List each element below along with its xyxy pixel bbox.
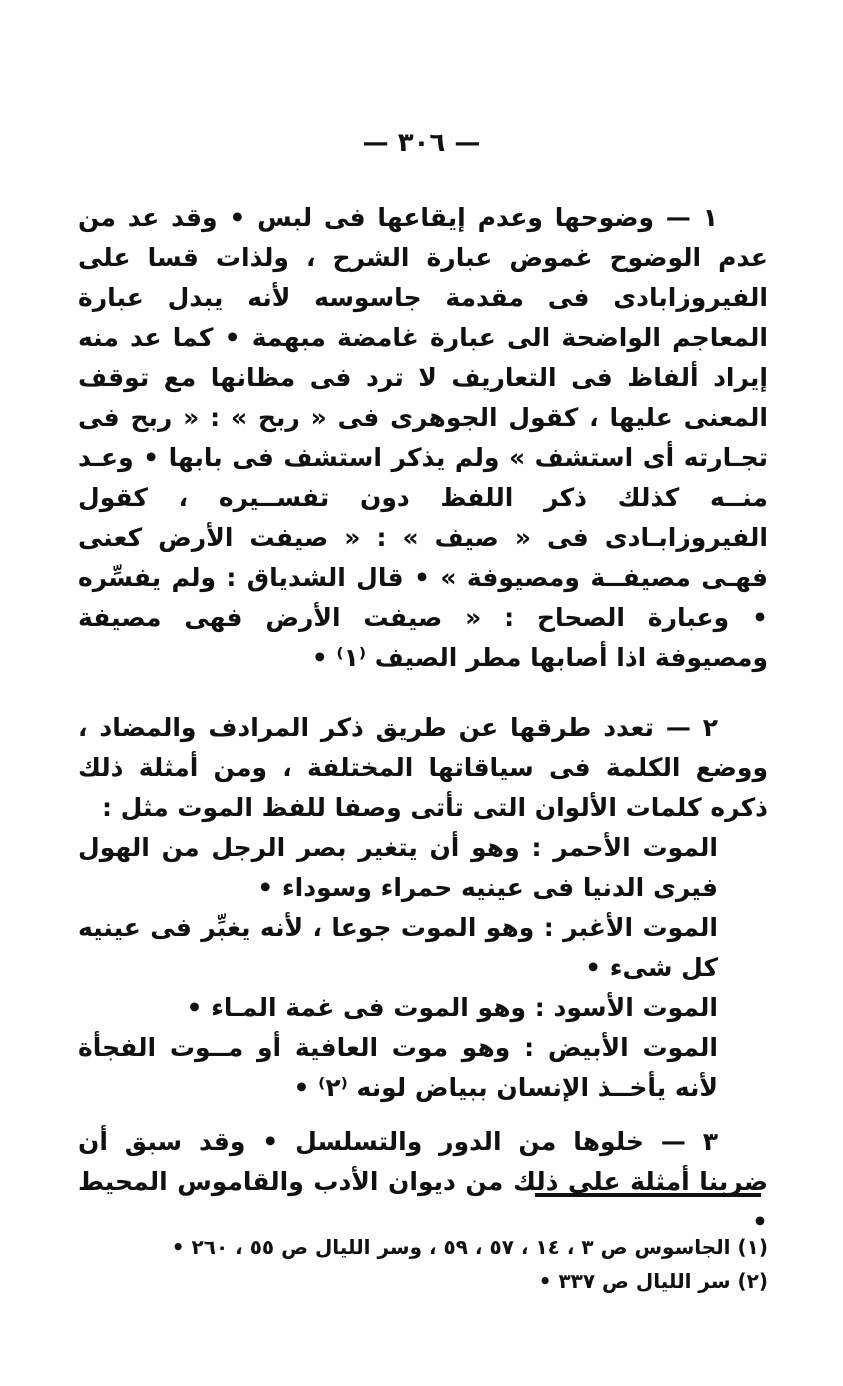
footnote-2: (٢) سر الليال ص ٣٣٧ • — [538, 1269, 768, 1293]
footnote-separator — [535, 1193, 761, 1197]
red-death-definition: الموت الأحمر : وهو أن يتغير بصر الرجل من الهول فيرى الدنيا فى عينيه حمراء وسوداء • — [78, 833, 718, 902]
paragraph-no-circularity: ٣ — خلوها من الدور والتسلسل • وقد سبق أن ضربنا أمثلة على ذلك من ديوان الأدب والقاموس المحيط • — [78, 1127, 768, 1236]
footnote-1: (١) الجاسوس ص ٣ ، ١٤ ، ٥٧ ، ٥٩ ، وسر الليال ص ٥٥ ، ٢٦٠ • — [171, 1235, 768, 1259]
dusty-death-definition: الموت الأغبر : وهو الموت جوعا ، لأنه يغبِّر فى عينيه كل شىء • — [78, 913, 718, 982]
footnotes — [78, 1230, 768, 1298]
page-number: — ٣٠٦ — — [362, 128, 481, 158]
white-death-definition: الموت الأبيض : وهو موت العافية أو مــوت الفجأة لأنه يأخــذ الإنسان ببياض لونه ⁽٢⁾ • — [78, 1033, 718, 1102]
paragraph-multiple-methods: ٢ — تعدد طرقها عن طريق ذكر المرادف والمضاد ، ووضع الكلمة فى سياقاتها المختلفة ، ومن أمثلة ذلك ذكره كلمات الألوان التى تأتى وصفا للفظ الموت مثل : — [78, 713, 768, 822]
black-death-definition: الموت الأسود : وهو الموت فى غمة المـاء • — [186, 993, 718, 1022]
main-text — [78, 198, 768, 1242]
paragraph-clarity: ١ — وضوحها وعدم إيقاعها فى لبس • وقد عد من عدم الوضوح غموض عبارة الشرح ، ولذات قسا على الفيروزابادى فى مقدمة جاسوسه لأنه يبدل عبارة المعاجم الواضحة الى عبارة غامضة مبهمة • كما عد منه إيراد ألفاظ فى التعاريف لا ترد فى مظانها مع توقف المعنى عليها ، كقول الجوهرى فى « ربح » : « ربح فى تجـارته أى استشف » ولم يذكر استشف فى بابها • وعـد منــه كذلك ذكر اللفظ دون تفســيره ، كقول الفيروزابـادى فى « صيف » : « صيفت الأرض كعنى فهـى مصيفــة ومصيوفة » • قال الشدياق : ولم يفسِّره • وعبارة الصحاح : « صيفت الأرض فهى مصيفة ومصيوفة اذا أصابها مطر الصيف ⁽١⁾ • — [78, 203, 768, 672]
